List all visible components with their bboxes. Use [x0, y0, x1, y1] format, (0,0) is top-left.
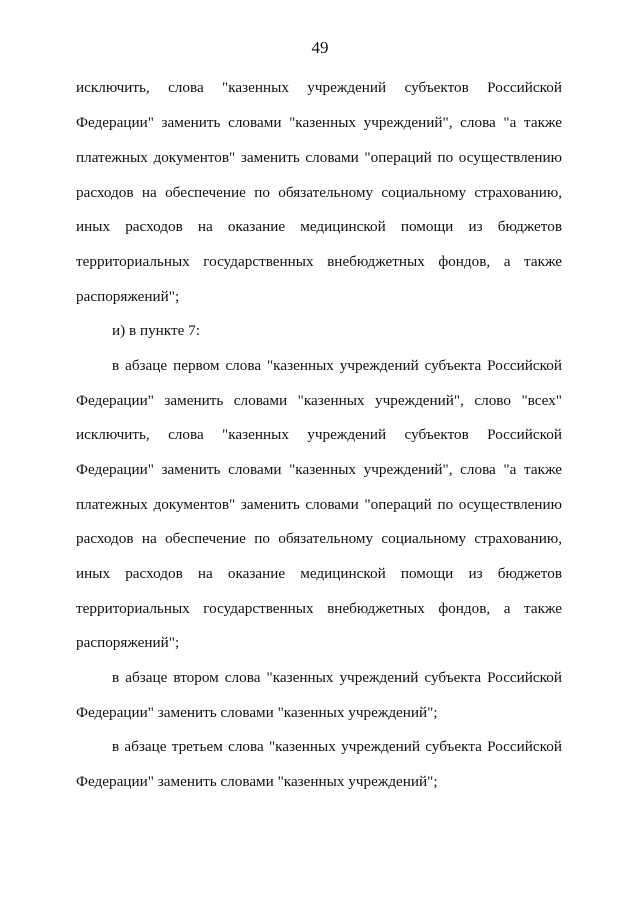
text-line: Федерации" заменить словами "казенных учреждений"; — [76, 773, 438, 790]
text-line: в абзаце третьем слова "казенных учреждений субъекта Российской — [112, 738, 562, 755]
text-line: Федерации" заменить словами "казенных учреждений", слова "а также — [76, 461, 562, 478]
text-line: и) в пункте 7: — [112, 322, 200, 339]
text-line: иных расходов на оказание медицинской помощи из бюджетов — [76, 218, 562, 235]
text-line: Федерации" заменить словами "казенных учреждений", слово "всех" — [76, 392, 562, 409]
text-line: расходов на обеспечение по обязательному социальному страхованию, — [76, 184, 562, 201]
text-line: расходов на обеспечение по обязательному социальному страхованию, — [76, 530, 562, 547]
text-line: Федерации" заменить словами "казенных учреждений", слова "а также — [76, 114, 562, 131]
text-line: исключить, слова "казенных учреждений субъектов Российской — [76, 79, 562, 96]
text-line: в абзаце первом слова "казенных учреждений субъекта Российской — [112, 357, 562, 374]
page-number: 49 — [311, 38, 329, 57]
text-line: исключить, слова "казенных учреждений субъектов Российской — [76, 426, 562, 443]
text-line: территориальных государственных внебюджетных фондов, а также — [76, 600, 562, 617]
text-line: в абзаце втором слова "казенных учреждений субъекта Российской — [112, 669, 562, 686]
text-line: распоряжений"; — [76, 634, 180, 651]
text-line: иных расходов на оказание медицинской помощи из бюджетов — [76, 565, 562, 582]
text-line: платежных документов" заменить словами "операций по осуществлению — [76, 149, 562, 166]
text-line: Федерации" заменить словами "казенных учреждений"; — [76, 704, 438, 721]
text-line: платежных документов" заменить словами "операций по осуществлению — [76, 496, 562, 513]
text-line: распоряжений"; — [76, 288, 180, 305]
text-line: территориальных государственных внебюджетных фондов, а также — [76, 253, 562, 270]
